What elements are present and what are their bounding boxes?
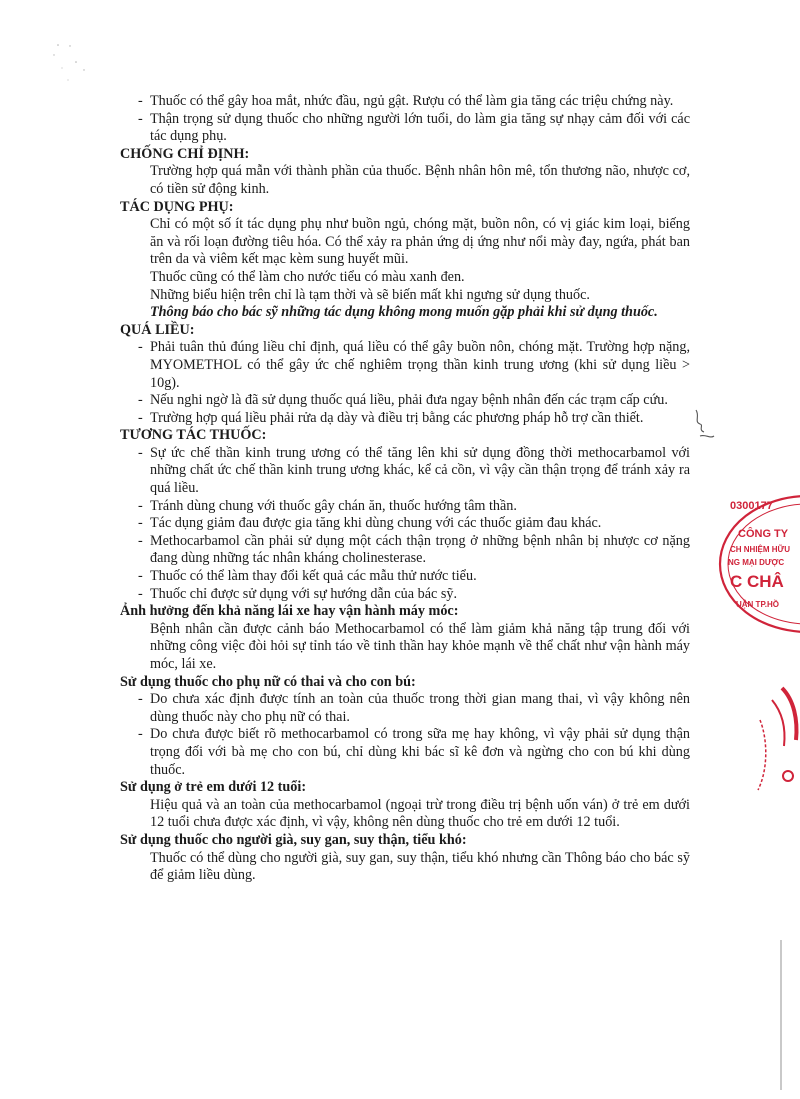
section-heading-contraindications: CHỐNG CHỈ ĐỊNH: — [120, 145, 250, 162]
signature-mark — [690, 406, 720, 446]
side-effects-text: Chỉ có một số ít tác dụng phụ như buồn ngủ, chóng mặt, buồn nôn, có vị giác kim loại, biếng ăn và rối loạn đường tiêu hóa. Có thể xảy ra phản ứng dị ứng như nổi mày đay, ngứa, phát ban trên da và viêm kết mạc kèm sung huyết mũi. — [150, 216, 690, 268]
scan-specks — [50, 40, 110, 100]
list-item: - Sự ức chế thần kinh trung ương có thể tăng lên khi sử dụng đồng thời methocarbamol với những chất ức chế thần kinh trung ương khác, kể cả cồn, vì vậy cần thận trọng để tránh xảy ra quá liều. — [138, 444, 690, 497]
list-item: - Tránh dùng chung với thuốc gây chán ăn, thuốc hướng tâm thần. — [138, 497, 517, 514]
section-heading-children: Sử dụng ở trẻ em dưới 12 tuổi: — [120, 779, 307, 796]
list-item: - Trường hợp quá liều phải rửa dạ dày và điều trị bằng các phương pháp hỗ trợ cần thiết. — [138, 409, 644, 426]
list-item: - Nếu nghi ngờ là đã sử dụng thuốc quá liều, phải đưa ngay bệnh nhân đến các trạm cấp cứu. — [138, 392, 668, 409]
list-item: - Thuốc có thể gây hoa mắt, nhức đầu, ngủ gật. Rượu có thể làm gia tăng các triệu chứng này. — [138, 93, 674, 109]
stamp-line: CÔNG TY — [738, 528, 789, 540]
children-text: Hiệu quả và an toàn của methocarbamol (ngoại trừ trong điều trị bệnh uốn ván) ở trẻ em dưới 12 tuổi chưa được xác định, vì vậy, không nên dùng thuốc cho trẻ em dưới 12 tuổi. — [150, 796, 690, 831]
list-item: - Do chưa xác định được tính an toàn của thuốc trong thời gian mang thai, vì vậy không nên dùng thuốc này cho phụ nữ có thai. — [138, 691, 690, 725]
section-heading-driving: Ảnh hưởng đến khả năng lái xe hay vận hành máy móc: — [120, 603, 459, 620]
stamp-line: CH NHIỆM HỮU — [730, 545, 790, 554]
page-edge-shadow — [780, 940, 782, 1090]
stamp-ring — [708, 492, 800, 642]
elderly-text: Thuốc có thể dùng cho người già, suy gan, suy thận, tiểu khó nhưng cần Thông báo cho bác sỹ để giảm liều dùng. — [150, 849, 690, 884]
stamp-line: 0300177 — [730, 500, 773, 512]
side-effects-note: Thông báo cho bác sỹ những tác dụng không mong muốn gặp phải khi sử dụng thuốc. — [150, 304, 658, 321]
section-heading-overdose: QUÁ LIỀU: — [120, 321, 195, 338]
list-item: - Tác dụng giảm đau được gia tăng khi dùng chung với các thuốc giảm đau khác. — [138, 515, 602, 532]
list-item: - Phải tuân thủ đúng liều chỉ định, quá liều có thể gây buồn nôn, chóng mặt. Trường hợp nặng, MYOMETHOL có thể gây ức chế nghiêm trọng thần kinh trung ương (khi sử dụng liều > 10g). — [138, 339, 690, 391]
company-stamp — [708, 492, 800, 642]
list-item: - Thuốc chỉ được sử dụng với sự hướng dẫn của bác sỹ. — [138, 585, 458, 602]
section-heading-pregnancy: Sử dụng thuốc cho phụ nữ có thai và cho con bú: — [120, 673, 416, 690]
list-item: - Methocarbamol cần phải sử dụng một cách thận trọng ở những bệnh nhân bị nhược cơ nặng đang dùng những tác nhân kháng cholinesterase. — [138, 532, 690, 567]
list-item: - Do chưa được biết rõ methocarbamol có trong sữa mẹ hay không, vì vậy phải sử dụng thận trọng đối với bà mẹ cho con bú, chỉ dùng khi bác sĩ kê đơn và ngừng cho con bú khi dùng thuốc. — [138, 726, 690, 778]
section-heading-elderly: Sử dụng thuốc cho người già, suy gan, suy thận, tiểu khó: — [120, 831, 467, 848]
contraindications-text: Trường hợp quá mẫn với thành phần của thuốc. Bệnh nhân hôn mê, tổn thương não, nhược cơ, có tiền sử động kinh. — [150, 163, 690, 197]
round-stamp-partial — [742, 680, 800, 810]
list-item: - Thuốc có thể làm thay đổi kết quả các mẫu thử nước tiểu. — [138, 568, 477, 585]
side-effects-text: Những biểu hiện trên chỉ là tạm thời và sẽ biến mất khi ngưng sử dụng thuốc. — [150, 286, 590, 303]
stamp-line: NG MẠI DƯỢC — [728, 558, 785, 567]
side-effects-text: Thuốc cũng có thể làm cho nước tiểu có màu xanh đen. — [150, 268, 465, 285]
section-heading-interactions: TƯƠNG TÁC THUỐC: — [120, 427, 267, 444]
section-heading-side-effects: TÁC DỤNG PHỤ: — [120, 198, 234, 215]
driving-text: Bệnh nhân cần được cảnh báo Methocarbamol có thể làm giảm khả năng tập trung đối với những công việc đòi hỏi sự tỉnh táo về tinh thần hay khỏe mạnh về thể chất như vận hành máy móc, lái xe. — [150, 620, 690, 672]
stamp-line: C CHÂ — [730, 572, 784, 591]
leaflet-body — [120, 93, 690, 885]
list-item: - Thận trọng sử dụng thuốc cho những người lớn tuổi, do làm gia tăng sự nhạy cảm đối với các tác dụng phụ. — [138, 110, 690, 145]
stamp-line: UẬN TP.HỒ — [736, 600, 779, 609]
